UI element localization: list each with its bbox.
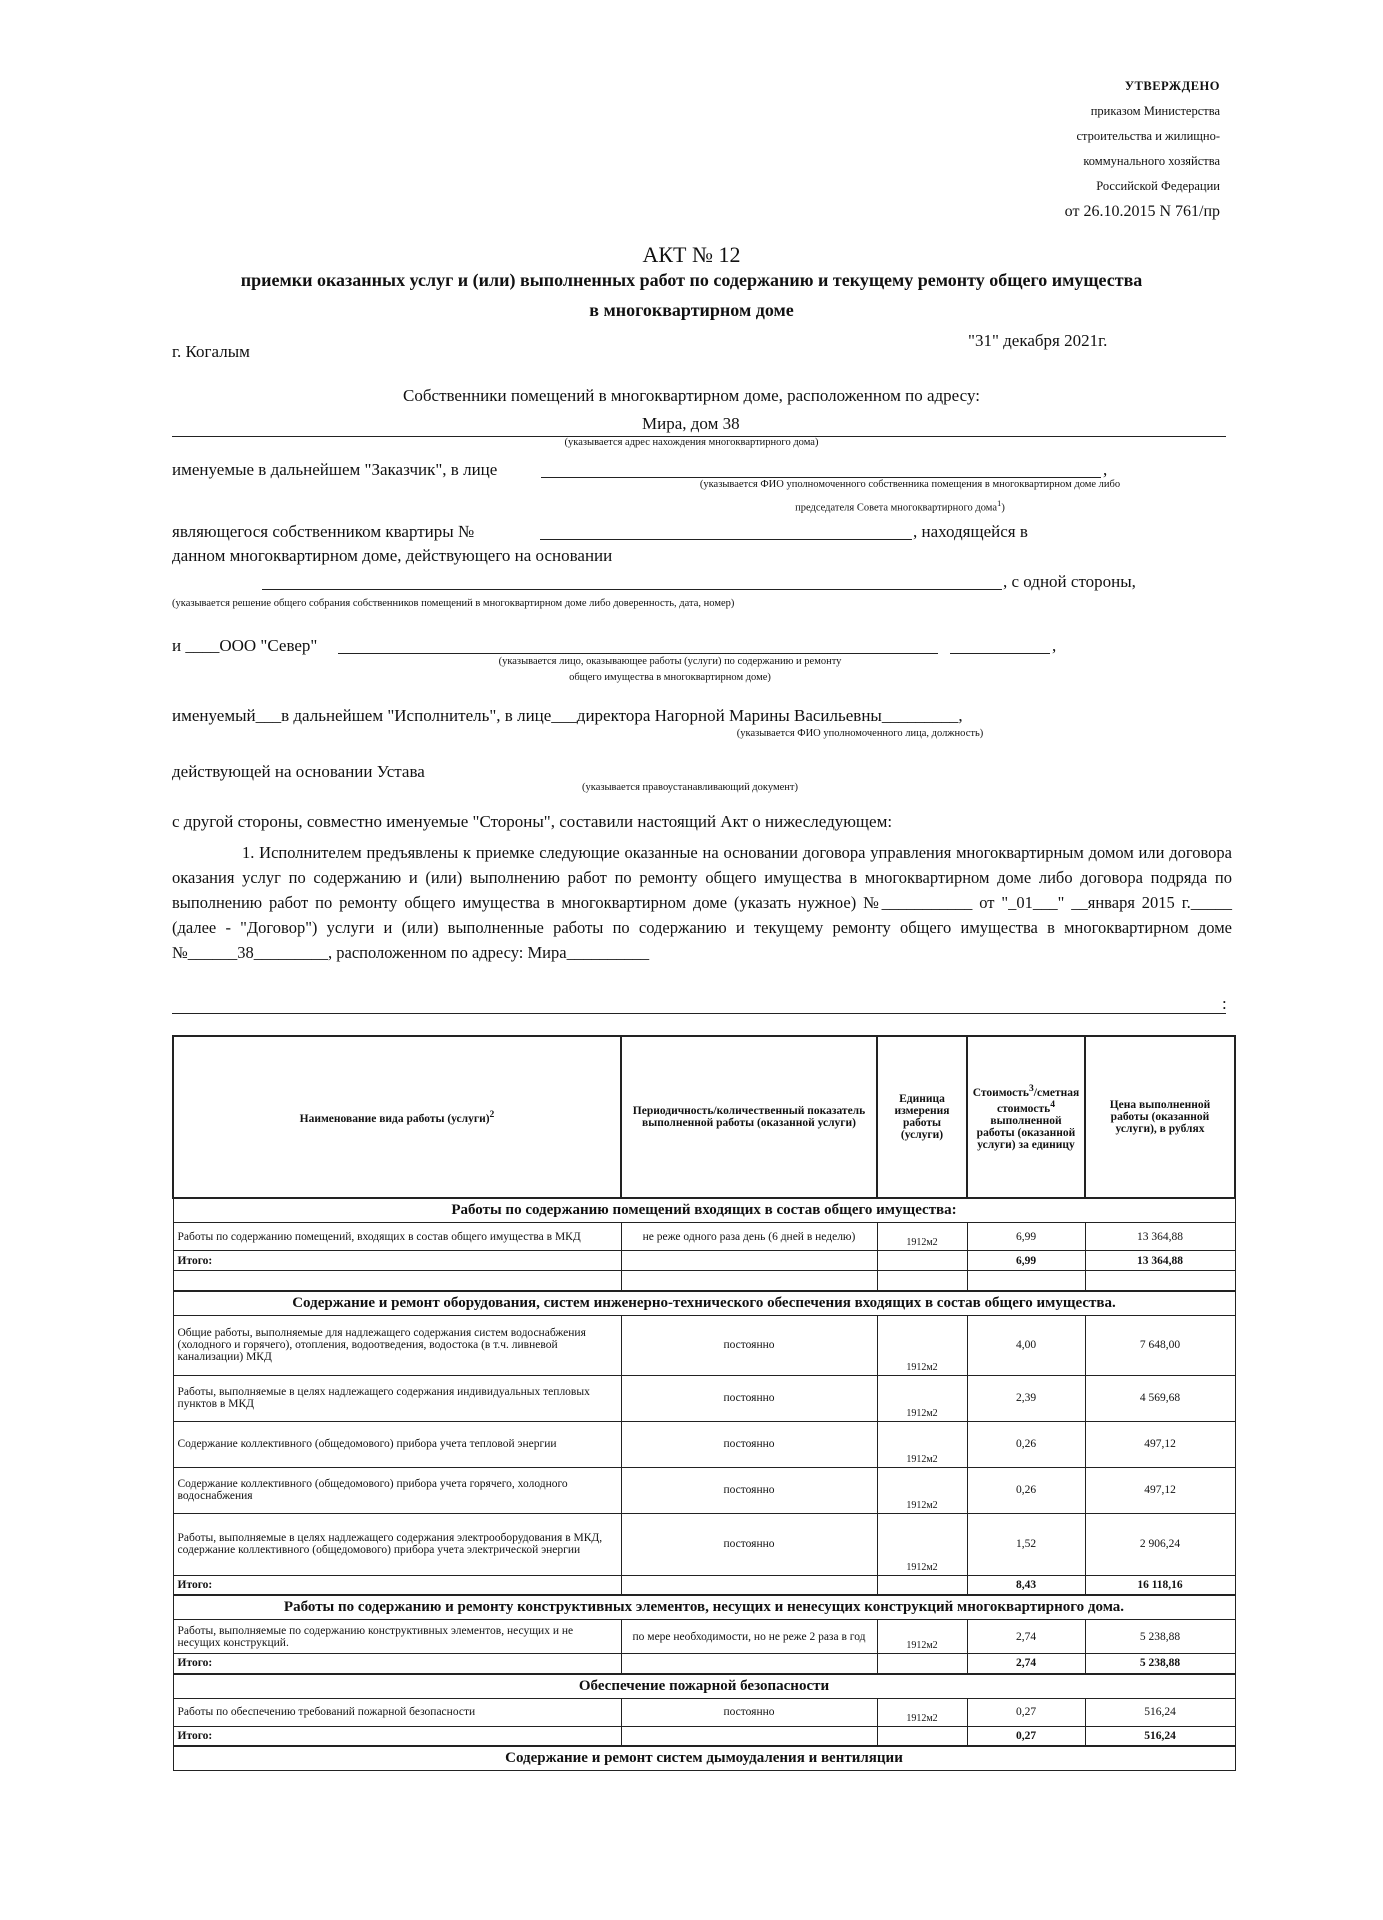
owner-text: являющегося собственником квартиры № xyxy=(172,522,475,541)
cell-price: 4 569,68 xyxy=(1085,1375,1235,1421)
section-title: Обеспечение пожарной безопасности xyxy=(173,1674,1235,1699)
cell-cost: 2,74 xyxy=(967,1620,1085,1654)
contractor-name: и ____ООО "Север" xyxy=(172,636,318,655)
section-title: Содержание и ремонт систем дымоудаления и вентиляции xyxy=(173,1746,1235,1771)
table-row xyxy=(173,1620,1235,1654)
cell-name: Содержание коллективного (общедомового) прибора учета тепловой энергии xyxy=(173,1421,621,1467)
total-empty xyxy=(877,1726,967,1746)
total-price: 516,24 xyxy=(1085,1726,1235,1746)
cell-cost: 4,00 xyxy=(967,1315,1085,1375)
executor-caption: (указывается ФИО уполномоченного лица, должность) xyxy=(736,728,984,739)
total-price: 5 238,88 xyxy=(1085,1654,1235,1674)
header-cost: Стоимость$^3$/сметная стоимость$^4$ выполненной работы (оказанной услуги) за единицу xyxy=(967,1036,1085,1198)
contractor-caption: (указывается лицо, оказывающее работы (услуги) по содержанию и ремонту xyxy=(498,656,842,667)
owner-text-end: , находящейся в xyxy=(913,522,1028,541)
basis-fill-line xyxy=(262,588,1002,590)
cell-unit: 1912м2 xyxy=(877,1315,967,1375)
approval-line: приказом Министерства xyxy=(1090,104,1220,118)
other-side-text: с другой стороны, совместно именуемые "Стороны", составили настоящий Акт о нижеследующем: xyxy=(172,812,893,831)
address-caption: (указывается адрес нахождения многоквартирного дома) xyxy=(564,437,819,448)
owner-text-2: данном многоквартирном доме, действующего на основании xyxy=(172,546,613,565)
basis-caption: (указывается решение общего собрания собственников помещений в многоквартирном доме либо доверенность, дата, номер) xyxy=(172,598,735,609)
acting-text: действующей на основании Устава xyxy=(172,762,425,781)
total-empty xyxy=(621,1575,877,1595)
empty-cell xyxy=(1085,1271,1235,1291)
cell-name: Общие работы, выполняемые для надлежащего содержания систем водоснабжения (холодного и горячего), отопления, водоотведения, водостока (в т.ч. ливневой канализации) МКД xyxy=(173,1315,621,1375)
header-period: Периодичность/количественный показатель выполненной работы (оказанной услуги) xyxy=(621,1036,877,1198)
empty-cell xyxy=(967,1271,1085,1291)
cell-cost: 0,26 xyxy=(967,1421,1085,1467)
cell-period: не реже одного раза день (6 дней в неделю) xyxy=(621,1223,877,1251)
header-name: Наименование вида работы (услуги)$^2$ xyxy=(173,1036,621,1198)
total-cost: 6,99 xyxy=(967,1251,1085,1271)
total-empty xyxy=(621,1726,877,1746)
total-row xyxy=(173,1726,1235,1746)
apartment-fill-line xyxy=(540,538,912,540)
cell-price: 13 364,88 xyxy=(1085,1223,1235,1251)
header-unit: Единица измерения работы (услуги) xyxy=(877,1036,967,1198)
table-header xyxy=(173,1036,1235,1198)
owners-intro: Собственники помещений в многоквартирном доме, расположенном по адресу: xyxy=(403,386,980,405)
cell-period: постоянно xyxy=(621,1513,877,1575)
customer-caption-2: председателя Совета многоквартирного дома$^1$) xyxy=(795,498,1005,514)
address-value: Мира, дом 38 xyxy=(642,414,740,433)
approval-line: коммунального хозяйства xyxy=(1083,154,1220,168)
act-subtitle xyxy=(0,265,1383,325)
customer-caption: (указывается ФИО уполномоченного собственника помещения в многоквартирном доме либо xyxy=(699,479,1121,490)
executor-text: именуемый___в дальнейшем "Исполнитель", в лице___директора Нагорной Марины Васильевны_________, xyxy=(172,706,963,725)
total-price: 16 118,16 xyxy=(1085,1575,1235,1595)
cell-price: 497,12 xyxy=(1085,1467,1235,1513)
one-side: , с одной стороны, xyxy=(1003,572,1136,591)
section-title: Содержание и ремонт оборудования, систем инженерно-технического обеспечения входящих в состав общего имущества. xyxy=(173,1291,1235,1316)
cell-cost: 0,27 xyxy=(967,1698,1085,1726)
cell-unit: 1912м2 xyxy=(877,1513,967,1575)
cell-price: 516,24 xyxy=(1085,1698,1235,1726)
cell-name: Работы по содержанию помещений, входящих в состав общего имущества в МКД xyxy=(173,1223,621,1251)
total-row xyxy=(173,1251,1235,1271)
empty-cell xyxy=(621,1271,877,1291)
table-row xyxy=(173,1375,1235,1421)
approval-order: от 26.10.2015 N 761/пр xyxy=(1064,203,1220,220)
total-cost: 0,27 xyxy=(967,1726,1085,1746)
table-row xyxy=(173,1421,1235,1467)
total-empty xyxy=(877,1251,967,1271)
cell-cost: 6,99 xyxy=(967,1223,1085,1251)
cell-price: 5 238,88 xyxy=(1085,1620,1235,1654)
works-table xyxy=(172,1035,1236,1771)
cell-price: 2 906,24 xyxy=(1085,1513,1235,1575)
approval-line: Российской Федерации xyxy=(1096,179,1220,193)
cell-name: Работы по обеспечению требований пожарной безопасности xyxy=(173,1698,621,1726)
contractor-caption-2: общего имущества в многоквартирном доме) xyxy=(569,672,771,683)
total-empty xyxy=(621,1654,877,1674)
cell-unit: 1912м2 xyxy=(877,1223,967,1251)
act-subtitle-line2: в многоквартирном доме xyxy=(589,300,794,320)
cell-name: Содержание коллективного (общедомового) прибора учета горячего, холодного водоснабжения xyxy=(173,1467,621,1513)
cell-period: постоянно xyxy=(621,1421,877,1467)
total-label: Итого: xyxy=(173,1575,621,1595)
section-row xyxy=(173,1746,1235,1771)
total-cost: 2,74 xyxy=(967,1654,1085,1674)
total-cost: 8,43 xyxy=(967,1575,1085,1595)
act-subtitle-line1: приемки оказанных услуг и (или) выполненных работ по содержанию и текущему ремонту общего имущества xyxy=(240,270,1143,290)
paragraph-colon: : xyxy=(1222,994,1227,1013)
cell-period: по мере необходимости, но не реже 2 раза в год xyxy=(621,1620,877,1654)
paragraph-1: 1. Исполнителем предъявлены к приемке следующие оказанные на основании договора управления многоквартирным домом или договора оказания услуг по содержанию и (или) выполнению работ по ремонту общего имущества в многоквартирном доме либо договора подряда по выполнению работ по ремонту общего имущества в многоквартирном доме (указать нужное) №___________ от "_01___" __января 2015 г._____ (далее - "Договор") услуги и (или) выполненные работы по содержанию и текущему ремонту общего имущества в многоквартирном доме №______38_________, расположенном по адресу: Мира__________ xyxy=(172,843,1232,962)
total-label: Итого: xyxy=(173,1726,621,1746)
empty-cell xyxy=(877,1271,967,1291)
contractor-fill-line xyxy=(338,652,938,654)
total-empty xyxy=(877,1575,967,1595)
table-row xyxy=(173,1315,1235,1375)
cell-period: постоянно xyxy=(621,1698,877,1726)
cell-price: 7 648,00 xyxy=(1085,1315,1235,1375)
table-row xyxy=(173,1698,1235,1726)
paragraph-fill-line xyxy=(172,1012,1226,1014)
contractor-fill-line-2 xyxy=(950,652,1050,654)
total-empty xyxy=(877,1654,967,1674)
table-row xyxy=(173,1223,1235,1251)
empty-cell xyxy=(173,1271,621,1291)
table-row xyxy=(173,1467,1235,1513)
approval-block xyxy=(1040,74,1220,224)
cell-unit: 1912м2 xyxy=(877,1698,967,1726)
cell-unit: 1912м2 xyxy=(877,1620,967,1654)
acting-caption: (указывается правоустанавливающий документ) xyxy=(582,782,798,793)
cell-period: постоянно xyxy=(621,1467,877,1513)
cell-name: Работы, выполняемые в целях надлежащего содержания индивидуальных тепловых пунктов в МКД xyxy=(173,1375,621,1421)
table-row xyxy=(173,1513,1235,1575)
cell-price: 497,12 xyxy=(1085,1421,1235,1467)
cell-cost: 0,26 xyxy=(967,1467,1085,1513)
total-label: Итого: xyxy=(173,1654,621,1674)
empty-row xyxy=(173,1271,1235,1291)
act-title: АКТ № 12 xyxy=(642,242,741,267)
cell-period: постоянно xyxy=(621,1315,877,1375)
cell-name: Работы, выполняемые по содержанию конструктивных элементов, несущих и не несущих конструкций. xyxy=(173,1620,621,1654)
customer-text: именуемые в дальнейшем "Заказчик", в лице xyxy=(172,460,498,479)
section-row xyxy=(173,1674,1235,1699)
total-label: Итого: xyxy=(173,1251,621,1271)
cell-name: Работы, выполняемые в целях надлежащего содержания электрооборудования в МКД, содержание коллективного (общедомового) прибора учета электрической энергии xyxy=(173,1513,621,1575)
cell-period: постоянно xyxy=(621,1375,877,1421)
total-row xyxy=(173,1575,1235,1595)
cell-cost: 2,39 xyxy=(967,1375,1085,1421)
approval-line: строительства и жилищно- xyxy=(1076,129,1220,143)
cell-unit: 1912м2 xyxy=(877,1467,967,1513)
city: г. Когалым xyxy=(172,342,250,361)
cell-cost: 1,52 xyxy=(967,1513,1085,1575)
act-date: "31" декабря 2021г. xyxy=(968,331,1108,350)
cell-unit: 1912м2 xyxy=(877,1375,967,1421)
section-row xyxy=(173,1291,1235,1316)
section-title: Работы по содержанию помещений входящих в состав общего имущества: xyxy=(173,1198,1235,1223)
address-line xyxy=(172,414,1226,437)
customer-fill-line xyxy=(541,476,1101,478)
cell-unit: 1912м2 xyxy=(877,1421,967,1467)
section-title: Работы по содержанию и ремонту конструктивных элементов, несущих и ненесущих конструкций многоквартирного дома. xyxy=(173,1595,1235,1620)
section-row xyxy=(173,1198,1235,1223)
total-row xyxy=(173,1654,1235,1674)
section-row xyxy=(173,1595,1235,1620)
approval-title: УТВЕРЖДЕНО xyxy=(1124,79,1220,93)
total-price: 13 364,88 xyxy=(1085,1251,1235,1271)
total-empty xyxy=(621,1251,877,1271)
header-price: Цена выполненной работы (оказанной услуги), в рублях xyxy=(1085,1036,1235,1198)
